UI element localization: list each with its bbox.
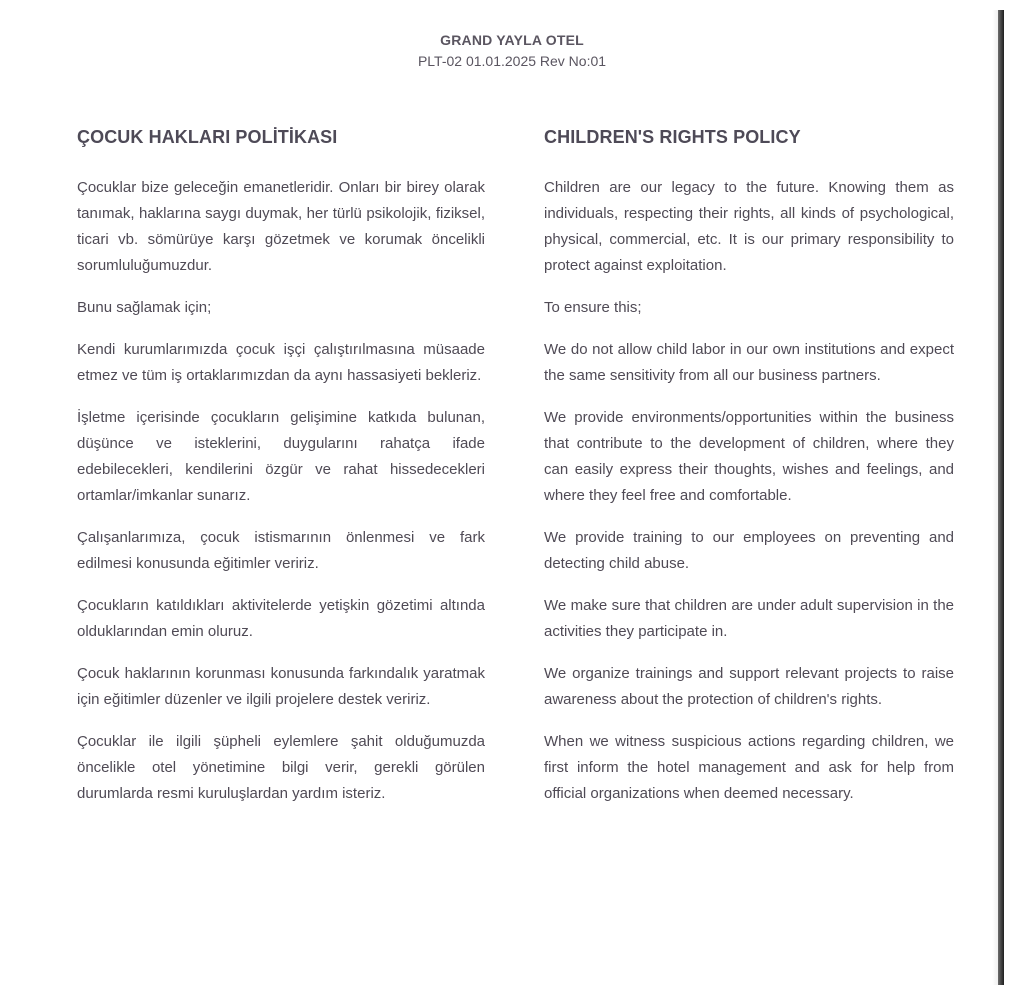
turkish-paragraph: Bunu sağlamak için; — [77, 299, 212, 316]
english-paragraph: Children are our legacy to the future. Knowing them as individuals, respecting their rights, all kinds of psychological, physical, commercial, etc. It is our primary responsibility to protect against exploitation. — [544, 179, 954, 274]
english-paragraph: We make sure that children are under adult supervision in the activities they participate in. — [544, 597, 954, 640]
english-paragraph: We provide environments/opportunities within the business that contribute to the development of children, where they can easily express their thoughts, wishes and feelings, and where they feel free and comfortable. — [544, 409, 954, 504]
english-policy-title: CHILDREN'S RIGHTS POLICY — [544, 127, 801, 147]
turkish-paragraph: İşletme içerisinde çocukların gelişimine katkıda bulunan, düşünce ve isteklerini, duygularını rahatça ifade edebilecekleri, kendilerini özgür ve rahat hissedecekleri ortamlar/imkanlar sunarız. — [77, 409, 485, 504]
turkish-paragraph: Çocuk haklarının korunması konusunda farkındalık yaratmak için eğitimler düzenler ve ilgili projelere destek veririz. — [77, 665, 485, 708]
english-paragraph: We do not allow child labor in our own institutions and expect the same sensitivity from all our business partners. — [544, 341, 954, 384]
document-code: PLT-02 01.01.2025 Rev No:01 — [417, 53, 607, 69]
turkish-paragraph: Kendi kurumlarımızda çocuk işçi çalıştırılmasına müsaade etmez ve tüm iş ortaklarımızdan da aynı hassasiyeti bekleriz. — [77, 341, 485, 384]
english-paragraph: We provide training to our employees on preventing and detecting child abuse. — [544, 529, 954, 572]
hotel-name: GRAND YAYLA OTEL — [440, 32, 584, 48]
english-paragraph: When we witness suspicious actions regarding children, we first inform the hotel management and ask for help from official organizations when deemed necessary. — [544, 733, 954, 802]
turkish-paragraph: Çocuklar bize geleceğin emanetleridir. Onları bir birey olarak tanımak, haklarına saygı duymak, her türlü psikolojik, fiziksel, ticari vb. sömürüye karşı gözetmek ve korumak öncelikli sorumluluğumuzdur. — [77, 179, 485, 274]
turkish-policy-column — [77, 127, 485, 823]
scan-edge — [998, 10, 1004, 985]
turkish-paragraph: Çalışanlarımıza, çocuk istismarının önlenmesi ve fark edilmesi konusunda eğitimler veririz. — [77, 529, 485, 572]
english-policy-column — [544, 127, 954, 823]
turkish-paragraph: Çocuklar ile ilgili şüpheli eylemlere şahit olduğumuzda öncelikle otel yönetimine bilgi verir, gerekli görülen durumlarda resmi kuruluşlardan yardım isteriz. — [77, 733, 485, 802]
document-header — [0, 32, 1024, 69]
english-paragraph: To ensure this; — [544, 299, 642, 316]
english-paragraph: We organize trainings and support relevant projects to raise awareness about the protection of children's rights. — [544, 665, 954, 708]
turkish-policy-title: ÇOCUK HAKLARI POLİTİKASI — [77, 127, 338, 147]
turkish-paragraph: Çocukların katıldıkları aktivitelerde yetişkin gözetimi altında olduklarından emin oluruz. — [77, 597, 485, 640]
